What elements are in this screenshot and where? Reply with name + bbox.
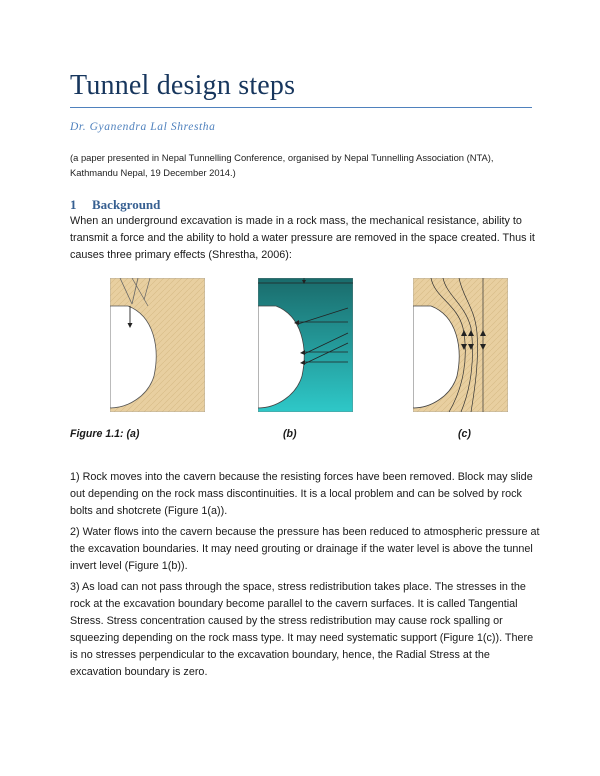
paragraph-rock-moves: 1) Rock moves into the cavern because the resisting forces have been removed. Block may slide out depending on the rock mass discontinuities. It is a local problem and can be solved by rock bolts and shotcrete (Figure 1(a)). [70, 471, 533, 517]
paragraph-stress-redistribution: 3) As load can not pass through the space, stress redistribution takes place. The stresses in the rock at the excavation boundary become parallel to the cavern surfaces. It is called Tangential Stress. Stress concentration caused by the stress redistribution may cause rock spalling or squeezing depending on the rock mass type. It may need systematic support (Figure 1(c)). There is no stresses perpendicular to the excavation boundary, hence, the Radial Stress at the excavation boundary is zero. [70, 581, 534, 678]
author: Dr. Gyanendra Lal Shrestha [70, 121, 216, 133]
figure-caption-a: Figure 1.1: (a) [70, 428, 140, 440]
title-rule [70, 107, 532, 108]
section-heading [70, 197, 160, 213]
figure-a-rock-block [110, 278, 205, 412]
figure-c-stress-redistribution [413, 278, 508, 412]
section-number: 1 [70, 197, 77, 212]
presentation-note: (a paper presented in Nepal Tunnelling Conference, organised by Nepal Tunnelling Association (NTA), Kathmandu Nepal, 19 December 2014.) [70, 152, 494, 178]
figure-caption-c: (c) [458, 428, 471, 440]
figure-b-water-pressure [258, 278, 353, 412]
intro-paragraph: When an underground excavation is made in a rock mass, the mechanical resistance, ability to transmit a force and the ability to hold a water pressure are removed in the space created. Thus it causes three primary effects (Shrestha, 2006): [70, 215, 535, 261]
page-title: Tunnel design steps [70, 70, 296, 101]
figure-caption-b: (b) [283, 428, 297, 440]
paragraph-water-flows: 2) Water flows into the cavern because the pressure has been reduced to atmospheric pressure at the excavation boundaries. It may need grouting or drainage if the water level is above the tunnel invert level (Figure 1(b)). [70, 526, 540, 572]
section-title: Background [92, 197, 161, 212]
